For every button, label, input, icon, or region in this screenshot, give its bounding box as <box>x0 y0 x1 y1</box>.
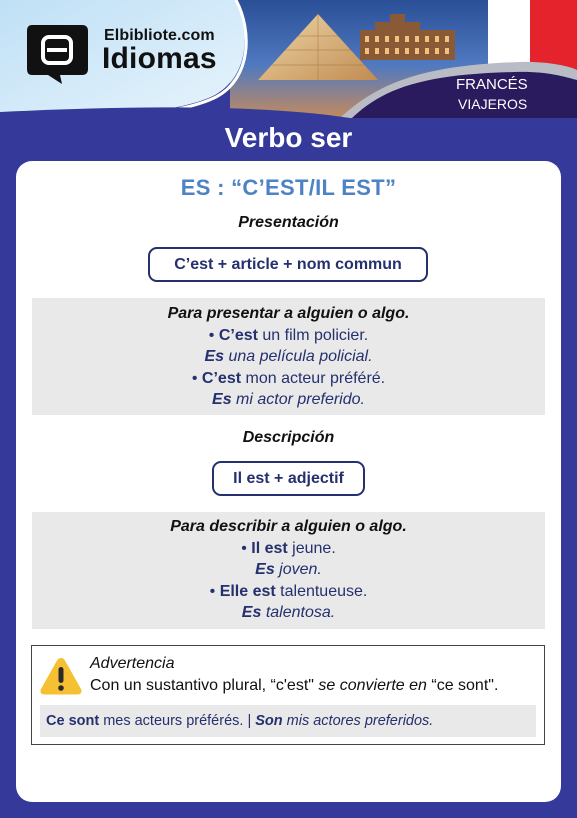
header-banner <box>0 0 577 118</box>
logo-icon <box>26 21 92 85</box>
course-type-label: VIAJEROS <box>458 96 528 112</box>
description-formula: Il est + adjectif <box>212 461 365 496</box>
description-heading: Descripción <box>242 429 335 446</box>
presentation-examples-box <box>32 298 545 415</box>
warning-title: Advertencia <box>90 655 175 672</box>
section-title: ES : “C’EST/IL EST” <box>180 175 397 200</box>
example-fr: • Il est jeune. <box>241 539 336 557</box>
description-intro: Para describir a alguien o algo. <box>170 518 407 535</box>
page-title: Verbo ser <box>224 122 353 153</box>
example-fr: • Elle est talentueuse. <box>209 582 368 600</box>
lesson-card <box>16 161 561 802</box>
description-examples-box <box>32 512 545 629</box>
example-es: Es mi actor preferido. <box>212 391 365 408</box>
presentation-formula: C’est + article + nom commun <box>148 247 428 282</box>
example-es: Es talentosa. <box>241 604 336 621</box>
warning-example: Ce sont mes acteurs préférés. | Son mis actores preferidos. <box>40 705 536 737</box>
example-fr: • C’est un film policier. <box>208 326 369 344</box>
warning-text: Con un sustantivo plural, “c'est" se convierte en “ce sont". <box>90 677 499 694</box>
warning-box <box>31 645 545 745</box>
brand-site-name: Elbibliote.com <box>104 27 215 44</box>
example-fr: • C’est mon acteur préféré. <box>191 369 386 387</box>
brand-name: Idiomas <box>102 42 217 75</box>
example-es: Es joven. <box>255 561 322 578</box>
presentation-heading: Presentación <box>238 214 339 231</box>
example-es: Es una película policial. <box>204 348 373 365</box>
course-language-label: FRANCÉS <box>456 76 528 93</box>
warning-icon <box>39 656 83 696</box>
presentation-intro: Para presentar a alguien o algo. <box>167 305 410 322</box>
